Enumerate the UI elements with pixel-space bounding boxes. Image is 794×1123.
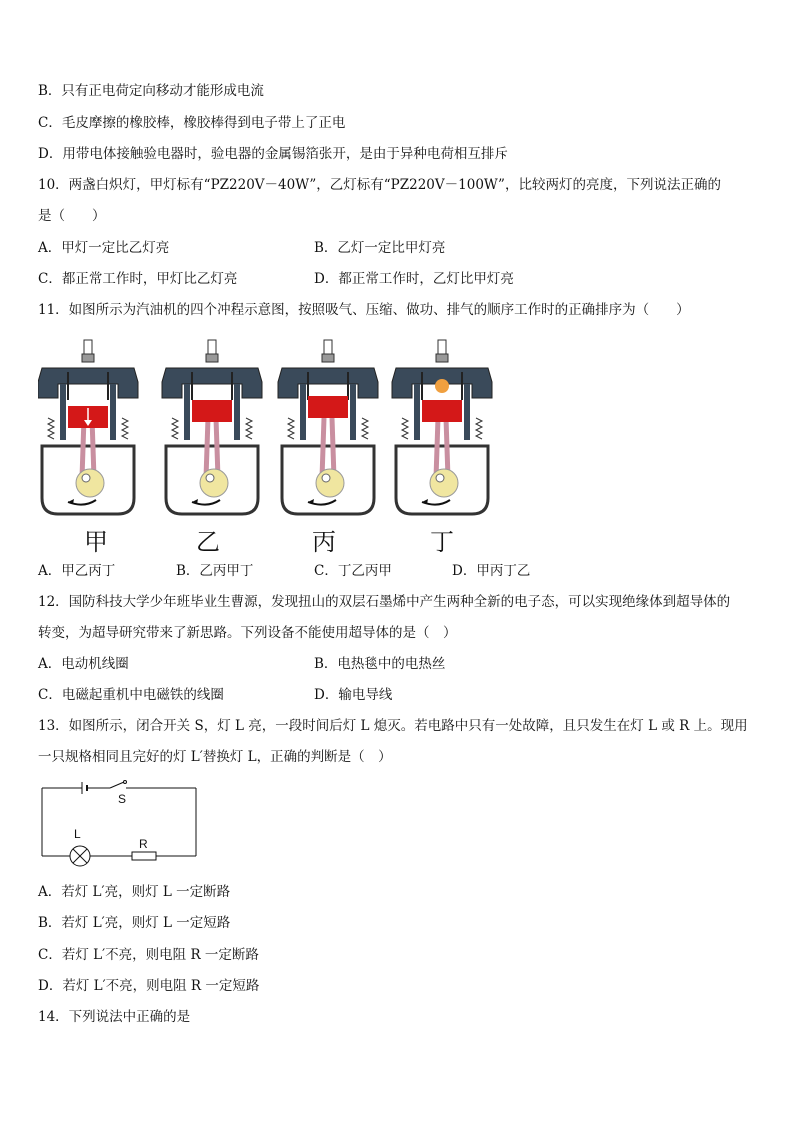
q9-option-b: B．只有正电荷定向移动才能形成电流 (38, 83, 264, 99)
q12-option-d: D．输电导线 (314, 687, 393, 703)
q9-option-c: C．毛皮摩擦的橡胶棒，橡胶棒得到电子带上了正电 (38, 115, 346, 131)
circuit-resistor-label: R (139, 837, 148, 851)
q11-stem: 11．如图所示为汽油机的四个冲程示意图，按照吸气、压缩、做功、排气的顺序工作时的正确排序为（ ） (38, 302, 690, 318)
q10-option-c: C．都正常工作时，甲灯比乙灯亮 (38, 271, 238, 287)
q12-stem-line2: 转变，为超导研究带来了新思路。下列设备不能使用超导体的是（ ） (38, 625, 457, 641)
q12-option-c: C．电磁起重机中电磁铁的线圈 (38, 687, 224, 703)
q13-option-b: B．若灯 L′亮，则灯 L 一定短路 (38, 915, 231, 931)
q11-option-a: A．甲乙丙丁 (38, 563, 116, 579)
q12-option-b: B．电热毯中的电热丝 (314, 656, 446, 672)
q9-option-d: D．用带电体接触验电器时，验电器的金属锡箔张开，是由于异种电荷相互排斥 (38, 146, 508, 162)
q11-option-d: D．甲丙丁乙 (452, 563, 531, 579)
engine-label-yi: 乙 (196, 528, 220, 556)
q12-option-a: A．电动机线圈 (38, 656, 129, 672)
q13-option-a: A．若灯 L′亮，则灯 L 一定断路 (38, 884, 231, 900)
q10-stem-line1: 10．两盏白炽灯，甲灯标有“PZ220V－40W”，乙灯标有“PZ220V－100W”，比较两灯的亮度，下列说法正确的 (38, 177, 721, 193)
circuit-lamp-label: L (74, 827, 81, 841)
q10-option-a: A．甲灯一定比乙灯亮 (38, 240, 170, 256)
engine-label-ding: 丁 (430, 528, 454, 556)
q13-stem-line1: 13．如图所示，闭合开关 S，灯 L 亮，一段时间后灯 L 熄灭。若电路中只有一处故障，且只发生在灯 L 或 R 上。现用 (38, 718, 748, 734)
q10-option-d: D．都正常工作时，乙灯比甲灯亮 (314, 271, 514, 287)
q10-option-b: B．乙灯一定比甲灯亮 (314, 240, 446, 256)
circuit-switch-label: S (118, 792, 127, 806)
q11-option-b: B．乙丙甲丁 (176, 563, 254, 579)
engine-label-jia: 甲 (84, 528, 108, 556)
engine-strokes-figure (38, 338, 518, 518)
q13-option-c: C．若灯 L′不亮，则电阻 R 一定断路 (38, 947, 259, 963)
q12-stem-line1: 12．国防科技大学少年班毕业生曹源，发现扭山的双层石墨烯中产生两种全新的电子态，可以实现绝缘体到超导体的 (38, 594, 731, 610)
q13-stem-line2: 一只规格相同且完好的灯 L′替换灯 L，正确的判断是（ ） (38, 749, 392, 765)
q11-option-c: C．丁乙丙甲 (314, 563, 392, 579)
engine-label-bing: 丙 (312, 528, 336, 556)
q13-option-d: D．若灯 L′不亮，则电阻 R 一定短路 (38, 978, 260, 994)
q14-stem: 14．下列说法中正确的是 (38, 1009, 191, 1025)
q10-stem-line2: 是（ ） (38, 208, 106, 224)
